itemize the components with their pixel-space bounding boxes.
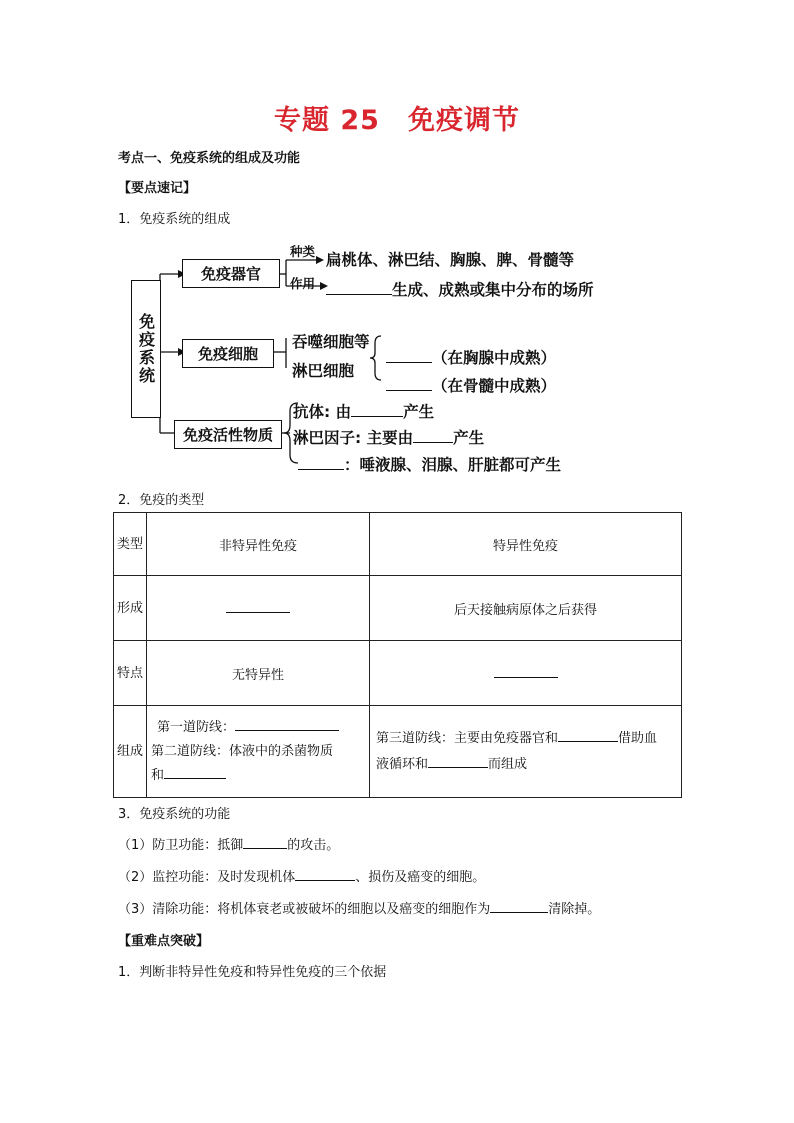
organ-role-text: 生成、成熟或集中分布的场所 — [326, 278, 594, 300]
table-row — [114, 576, 682, 641]
table-label-composition: 组成 — [114, 706, 147, 798]
item-types: 2．免疫的类型 — [118, 493, 205, 508]
difficulty-heading: 【重难点突破】 — [118, 934, 210, 949]
cell-lymphocyte-t: （在胸腺中成熟） — [386, 346, 556, 368]
immune-organ-box: 免疫器官 — [182, 259, 280, 288]
function-monitor: （2）监控功能：及时发现机体 、损伤及癌变的细胞。 — [118, 866, 485, 885]
item-criteria: 1．判断非特异性免疫和特异性免疫的三个依据 — [118, 965, 387, 980]
cell-lymphocyte: 淋巴细胞 — [292, 362, 355, 380]
immune-cell-box: 免疫细胞 — [182, 339, 274, 368]
page-title: 专题 25 免疫调节 — [274, 105, 520, 136]
table-label-feature: 特点 — [114, 641, 147, 706]
substance-lymphokine: 淋巴因子: 主要由 产生 — [293, 429, 485, 447]
function-defense: （1）防卫功能：抵御 的攻击。 — [118, 834, 339, 853]
table-label-formation: 形成 — [114, 576, 147, 641]
table-header-specific: 特异性免疫 — [370, 513, 682, 576]
function-clearance: （3）清除功能：将机体衰老或被破坏的细胞以及癌变的细胞作为 清除掉。 — [118, 898, 600, 917]
substance-antibody: 抗体: 由 产生 — [293, 403, 435, 421]
table-cell-blank — [147, 576, 370, 641]
table-row — [114, 513, 682, 576]
table-row — [114, 706, 682, 798]
table-cell: 后天接触病原体之后获得 — [370, 576, 682, 641]
organ-role-label: 作用 — [290, 276, 316, 291]
organ-kind-text: 扁桃体、淋巴结、胸腺、脾、骨髓等 — [326, 251, 575, 269]
table-header-type: 类型 — [114, 513, 147, 576]
immune-type-table — [113, 512, 682, 798]
immune-substance-box: 免疫活性物质 — [174, 420, 282, 449]
table-cell: 无特异性 — [147, 641, 370, 706]
cell-phagocyte: 吞噬细胞等 — [292, 333, 370, 351]
item-composition: 1．免疫系统的组成 — [118, 212, 231, 227]
immune-system-root-box: 免疫系统 — [131, 280, 161, 418]
table-cell-specific-composition: 第三道防线：主要由免疫器官和 借助血 液循环和 而组成 — [370, 706, 682, 798]
cell-lymphocyte-b: （在骨髓中成熟） — [386, 374, 556, 396]
table-row — [114, 641, 682, 706]
immune-system-diagram — [110, 240, 650, 480]
item-functions: 3．免疫系统的功能 — [118, 807, 231, 822]
organ-kind-label: 种类 — [290, 244, 316, 259]
table-header-nonspecific: 非特异性免疫 — [147, 513, 370, 576]
substance-other: ：唾液腺、泪腺、肝脏都可产生 — [298, 453, 561, 475]
table-cell-blank — [370, 641, 682, 706]
key-points-heading: 【要点速记】 — [118, 181, 197, 196]
section-heading: 考点一、免疫系统的组成及功能 — [118, 151, 301, 166]
table-cell-nonspecific-composition: 第一道防线： 第二道防线：体液中的杀菌物质 和 — [147, 706, 370, 798]
